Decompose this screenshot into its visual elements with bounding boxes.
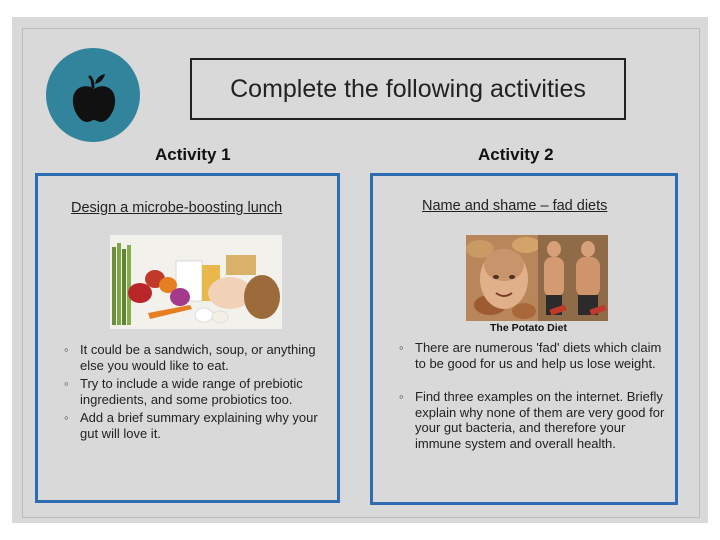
- image-caption: The Potato Diet: [490, 322, 568, 334]
- list-item: ◦ It could be a sandwich, soup, or anything else you would like to eat.: [64, 342, 329, 373]
- activity2-panel: [370, 173, 678, 505]
- potato-diet-photo: [466, 235, 608, 321]
- activity1-panel: [35, 173, 340, 503]
- activity2-task: Name and shame – fad diets: [422, 198, 608, 214]
- activity1-heading: Activity 1: [155, 145, 231, 164]
- slide-title: Complete the following activities: [230, 74, 586, 103]
- title-box: [190, 58, 626, 120]
- apple-icon: [66, 70, 122, 126]
- healthy-food-photo: [110, 235, 282, 329]
- list-item: ◦ Try to include a wide range of prebiotic ingredients, and some probiotics too.: [64, 376, 329, 407]
- activity1-bullets: [64, 342, 329, 444]
- activity2-heading: Activity 2: [478, 145, 554, 164]
- activity1-task: Design a microbe-boosting lunch: [71, 200, 283, 216]
- list-item: ◦ Add a brief summary explaining why your gut will love it.: [64, 410, 329, 441]
- list-item: ◦ Find three examples on the internet. Briefly explain why none of them are very good for your gut bacteria, and therefore your immune system and overall health.: [399, 389, 669, 451]
- list-item: ◦ There are numerous 'fad' diets which claim to be good for us and help us lose weight.: [399, 340, 669, 371]
- activity2-bullets: [399, 340, 669, 454]
